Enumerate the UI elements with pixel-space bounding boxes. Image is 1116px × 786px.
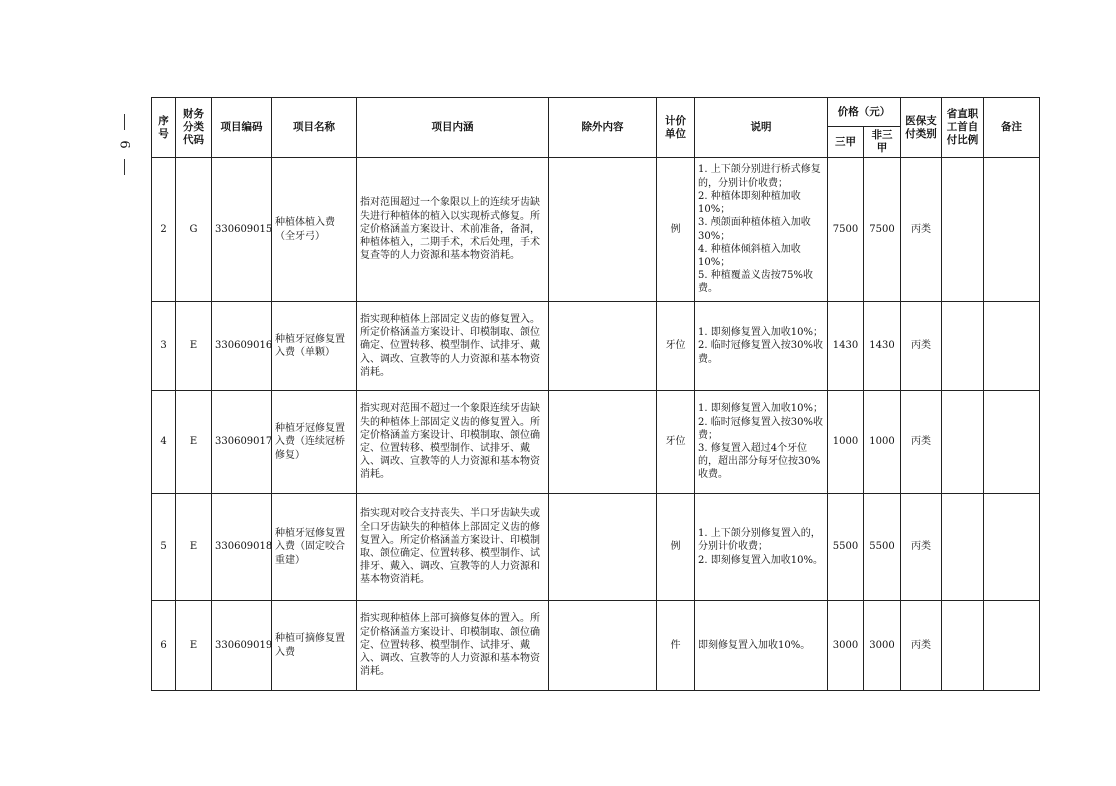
- cell-unit: 牙位: [657, 391, 695, 494]
- cell-item-code: 330609019: [212, 601, 272, 691]
- header-unit: 计价单位: [657, 98, 695, 158]
- cell-unit: 例: [657, 494, 695, 601]
- cell-item-name: 种植可摘修复置入费: [272, 601, 357, 691]
- cell-remark: [984, 158, 1040, 302]
- cell-provincial-ratio: [942, 391, 984, 494]
- cell-insurance-type: 丙类: [901, 601, 942, 691]
- explanation-line: 即刻修复置入加收10%。: [698, 639, 811, 651]
- cell-explanation: [695, 494, 828, 601]
- cell-provincial-ratio: [942, 601, 984, 691]
- cell-remark: [984, 601, 1040, 691]
- cell-price-tier1: 1000: [828, 391, 864, 494]
- cell-remark: [984, 302, 1040, 391]
- explanation-line: 1. 即刻修复置入加收10%；2. 临时冠修复置入按30%收费。: [698, 327, 823, 365]
- cell-finance-code: G: [176, 158, 212, 302]
- cell-seq: 4: [152, 391, 176, 494]
- cell-excluded: [549, 494, 657, 601]
- cell-provincial-ratio: [942, 302, 984, 391]
- cell-item-name: 种植牙冠修复置入费（单颗）: [272, 302, 357, 391]
- page-number-text: 6: [116, 140, 132, 149]
- header-remark: 备注: [984, 98, 1040, 158]
- header-price-tier2: 非三甲: [864, 127, 901, 158]
- header-finance-code: 财务分类代码: [176, 98, 212, 158]
- cell-explanation: [695, 302, 828, 391]
- cell-item-code: 330609017: [212, 391, 272, 494]
- cell-finance-code: E: [176, 302, 212, 391]
- table-row: [152, 601, 1040, 691]
- cell-item-content: 指实现对咬合支持丧失、半口牙齿缺失或全口牙齿缺失的种植体上部固定义齿的修复置入。所定价格涵盖方案设计、印模制取、颌位确定、位置转移、模型制作、试排牙、戴入、调改、宣教等的人力资源和基本物资消耗。: [357, 494, 549, 601]
- header-price-tier1: 三甲: [828, 127, 864, 158]
- cell-remark: [984, 391, 1040, 494]
- cell-explanation: [695, 158, 828, 302]
- cell-price-tier2: 3000: [864, 601, 901, 691]
- explanation-line: 2. 临时冠修复置入按30%收费；: [698, 416, 823, 441]
- cell-insurance-type: 丙类: [901, 302, 942, 391]
- cell-price-tier1: 5500: [828, 494, 864, 601]
- table-row: [152, 302, 1040, 391]
- explanation-line: 1. 上下颌分别修复置入的，分别计价收费；: [698, 528, 821, 553]
- cell-seq: 2: [152, 158, 176, 302]
- cell-excluded: [549, 601, 657, 691]
- cell-price-tier2: 7500: [864, 158, 901, 302]
- explanation-line: 3. 颅颌面种植体植入加收30%；: [698, 217, 811, 242]
- cell-seq: 5: [152, 494, 176, 601]
- cell-provincial-ratio: [942, 158, 984, 302]
- table-row: [152, 391, 1040, 494]
- cell-remark: [984, 494, 1040, 601]
- cell-unit: 例: [657, 158, 695, 302]
- cell-excluded: [549, 158, 657, 302]
- cell-price-tier2: 5500: [864, 494, 901, 601]
- page-number: [112, 114, 136, 194]
- cell-insurance-type: 丙类: [901, 494, 942, 601]
- cell-explanation: [695, 391, 828, 494]
- cell-price-tier2: 1430: [864, 302, 901, 391]
- cell-item-content: 指实现对范围不超过一个象限连续牙齿缺失的种植体上部固定义齿的修复置入。所定价格涵盖方案设计、印模制取、颌位确定、位置转移、模型制作、试排牙、戴入、调改、宣教等的人力资源和基本物资消耗。: [357, 391, 549, 494]
- cell-item-code: 330609015: [212, 158, 272, 302]
- cell-finance-code: E: [176, 391, 212, 494]
- cell-finance-code: E: [176, 601, 212, 691]
- cell-unit: 牙位: [657, 302, 695, 391]
- cell-item-code: 330609018: [212, 494, 272, 601]
- explanation-line: 3. 修复置入超过4个牙位的，超出部分每牙位按30%收费。: [698, 443, 821, 481]
- explanation-line: 2. 即刻修复置入加收10%。: [698, 554, 823, 566]
- cell-item-content: 指对范围超过一个象限以上的连续牙齿缺失进行种植体的植入以实现桥式修复。所定价格涵盖方案设计、术前准备，备洞，种植体植入，二期手术，术后处理，手术复查等的人力资源和基本物资消耗。: [357, 158, 549, 302]
- cell-item-name: 种植体植入费（全牙弓）: [272, 158, 357, 302]
- header-insurance-type: 医保支付类别: [901, 98, 942, 158]
- page-number-dash-bottom: [124, 159, 125, 175]
- explanation-line: 1. 即刻修复置入加收10%；: [698, 403, 823, 415]
- explanation-line: 2. 种植体即刻种植加收10%；: [698, 190, 801, 216]
- cell-seq: 6: [152, 601, 176, 691]
- table-row: [152, 494, 1040, 601]
- cell-item-code: 330609016: [212, 302, 272, 391]
- explanation-line: 5. 种植覆盖义齿按75%收费。: [698, 270, 813, 295]
- cell-item-name: 种植牙冠修复置入费（固定咬合重建）: [272, 494, 357, 601]
- page-number-dash-top: [124, 114, 125, 130]
- table-row: [152, 158, 1040, 302]
- cell-unit: 件: [657, 601, 695, 691]
- header-item-content: 项目内涵: [357, 98, 549, 158]
- cell-price-tier2: 1000: [864, 391, 901, 494]
- header-price: 价格（元）: [828, 98, 901, 127]
- header-explanation: 说明: [695, 98, 828, 158]
- header-excluded: 除外内容: [549, 98, 657, 158]
- cell-explanation: [695, 601, 828, 691]
- cell-excluded: [549, 391, 657, 494]
- cell-seq: 3: [152, 302, 176, 391]
- cell-insurance-type: 丙类: [901, 158, 942, 302]
- cell-item-content: 指实现种植体上部固定义齿的修复置入。所定价格涵盖方案设计、印模制取、颌位确定、位置转移、模型制作、试排牙、戴入、调改、宣教等的人力资源和基本物资消耗。: [357, 302, 549, 391]
- cell-insurance-type: 丙类: [901, 391, 942, 494]
- cell-provincial-ratio: [942, 494, 984, 601]
- header-item-code: 项目编码: [212, 98, 272, 158]
- cell-item-content: 指实现种植体上部可摘修复体的置入。所定价格涵盖方案设计、印模制取、颌位确定、位置转移、模型制作、试排牙、戴入、调改、宣教等的人力资源和基本物资消耗。: [357, 601, 549, 691]
- cell-finance-code: E: [176, 494, 212, 601]
- cell-excluded: [549, 302, 657, 391]
- explanation-line: 4. 种植体倾斜植入加收10%；: [698, 243, 801, 268]
- cell-price-tier1: 1430: [828, 302, 864, 391]
- cell-item-name: 种植牙冠修复置入费（连续冠桥修复）: [272, 391, 357, 494]
- explanation-line: 1. 上下颌分别进行桥式修复的，分别计价收费；: [698, 164, 821, 189]
- header-provincial-ratio: 省直职工首自付比例: [942, 98, 984, 158]
- cell-price-tier1: 7500: [828, 158, 864, 302]
- fee-table: [151, 97, 1040, 691]
- header-item-name: 项目名称: [272, 98, 357, 158]
- header-seq: 序号: [152, 98, 176, 158]
- cell-price-tier1: 3000: [828, 601, 864, 691]
